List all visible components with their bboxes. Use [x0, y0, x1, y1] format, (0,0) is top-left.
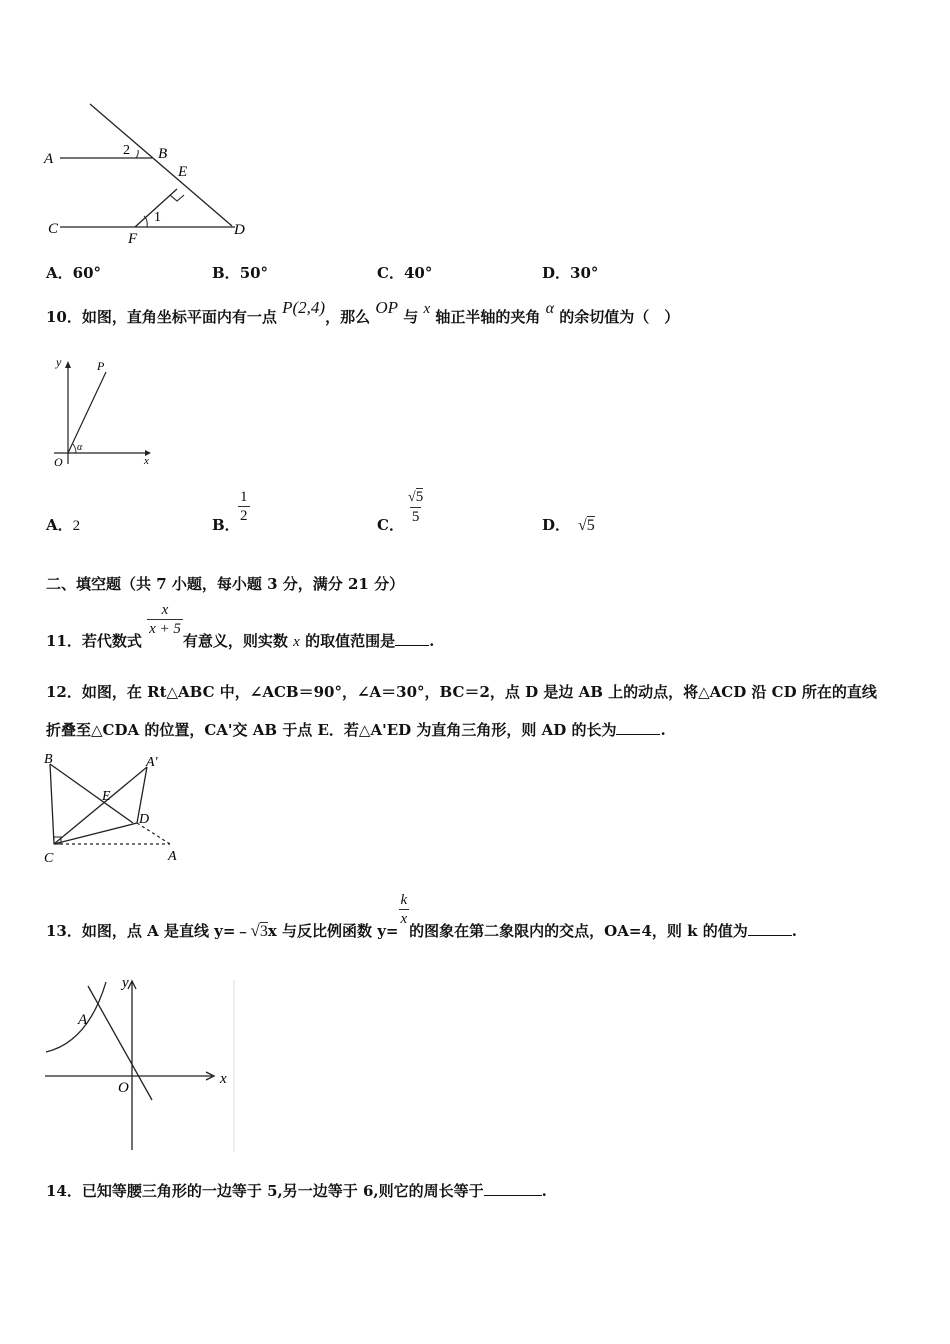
q11-end: . [429, 631, 435, 650]
q10-question [46, 298, 680, 329]
q9-option-d [542, 262, 598, 283]
q14-end: . [541, 1182, 547, 1200]
q10-option-c-num: √5 [408, 489, 424, 505]
q10-angle-arc [73, 444, 76, 453]
q13-fraction [399, 891, 410, 928]
q10-figure [44, 352, 164, 470]
q9-option-a-key: A． [46, 264, 73, 282]
q9-option-d-value: 30° [570, 264, 599, 282]
q12-answer-blank[interactable] [616, 720, 660, 735]
q12-line2 [46, 719, 666, 740]
q14-text: 14．已知等腰三角形的一边等于 5,另一边等于 6,则它的周长等于 [46, 1182, 484, 1200]
q9-label-angle1: 1 [154, 210, 161, 225]
q12-segment-bd [50, 764, 133, 823]
q13-figure [40, 972, 245, 1157]
q12-label-b: B [44, 752, 53, 767]
q11-text-b: 有意义，则实数 [182, 631, 288, 650]
q9-option-a [46, 262, 101, 283]
q10-option-c-key: C． [377, 516, 404, 534]
q12-label-c: C [44, 851, 54, 866]
q9-right-angle-mark [170, 195, 184, 201]
q10-segment: OP [375, 298, 399, 317]
q9-label-f: F [128, 231, 138, 245]
q12-label-e: E [102, 789, 111, 804]
q10-option-c-den: 5 [411, 509, 420, 525]
q13-label-o: O [118, 1080, 129, 1096]
q9-option-c [377, 262, 432, 283]
q11-frac-den: x + 5 [149, 621, 181, 637]
q11-number: 11． [46, 631, 82, 650]
q10-label-alpha: α [77, 442, 83, 453]
section-2-title: 二、填空题（共 7 小题，每小题 3 分，满分 21 分） [46, 575, 405, 593]
q10-option-d: D． √5 [542, 516, 595, 534]
q10-text-d: 轴正半轴的夹角 [435, 308, 541, 326]
q12-line2-text: 折叠至△CDA 的位置，CA'交 AB 于点 E．若△A'ED 为直角三角形，则 AD 的长为 [46, 721, 617, 739]
q13-root: 3 [259, 922, 268, 940]
q9-angle2-arc [136, 150, 138, 158]
q10-option-a [46, 514, 80, 535]
q10-option-d-key: D． [542, 516, 571, 534]
q14-question [46, 1180, 547, 1201]
q13-answer-blank[interactable] [748, 921, 792, 936]
q9-label-b: B [158, 146, 168, 162]
q13-frac-num: k [400, 892, 408, 908]
q9-option-c-value: 40° [403, 264, 433, 282]
q9-label-e: E [178, 164, 188, 180]
q10-option-b-num: 1 [240, 489, 248, 505]
q10-option-b-key: B． [212, 516, 240, 534]
q13-text-c: 的图象在第二象限内的交点，OA=4，则 k 的值为 [409, 921, 748, 940]
q10-option-b-den: 2 [240, 508, 248, 524]
q12-end: . [660, 721, 666, 739]
q12-line1: 12．如图，在 Rt△ABC 中，∠ACB＝90°，∠A＝30°，BC＝2，点 D 是边 AB 上的动点，将△ACD 沿 CD 所在的直线 [46, 683, 877, 701]
q11-frac-num: x [161, 602, 169, 618]
q10-option-c-num-root: 5 [415, 489, 424, 505]
q11-text-a: 若代数式 [81, 631, 142, 650]
q12-figure [40, 750, 190, 868]
q10-text-b: ，那么 [325, 308, 371, 326]
q13-label-y: y [122, 975, 129, 991]
q10-text-c: 与 [403, 308, 419, 326]
q10-label-o: O [54, 455, 63, 469]
q10-y-arrow [65, 361, 71, 368]
q13-hyperbola-curve [46, 982, 106, 1052]
q10-axis: x [423, 301, 431, 317]
q10-point: P(2,4) [282, 298, 326, 317]
q13-question: 13．如图，点 A 是直线 y=﹣√3x 与反比例函数 y= $\frac{k}{x}$ 的图象在第二象限内的交点，OA=4，则 k 的值为 . [46, 892, 797, 940]
q9-label-a: A [44, 151, 54, 167]
q10-segment-op [68, 372, 106, 453]
q13-text-a: 13．如图，点 A 是直线 y=﹣ [46, 921, 251, 940]
q9-label-angle2: 2 [123, 143, 130, 158]
q13-label-x: x [220, 1071, 227, 1087]
q12-segment-bc [50, 764, 54, 844]
q9-label-d: D [234, 222, 245, 238]
q10-angle: α [545, 300, 555, 317]
q9-option-d-key: D． [542, 264, 571, 282]
q11-fraction [147, 601, 183, 638]
q10-label-x: x [144, 455, 149, 467]
q14-answer-blank[interactable] [484, 1181, 542, 1196]
q11-var: x [293, 633, 300, 650]
q13-label-a: A [78, 1012, 88, 1028]
q10-option-d-root: 5 [586, 517, 595, 534]
q9-figure [40, 100, 260, 245]
q9-option-b-key: B． [212, 264, 240, 282]
q12-label-d: D [139, 812, 150, 827]
q9-option-b-value: 50° [239, 264, 269, 282]
q9-option-c-key: C． [377, 264, 404, 282]
q10-text-a: 如图，直角坐标平面内有一点 [81, 308, 277, 326]
q12-label-a: A [168, 849, 177, 864]
q13-frac-den: x [400, 911, 408, 927]
q13-text-b: x 与反比例函数 y= [267, 921, 399, 940]
q11-answer-blank[interactable] [395, 631, 429, 646]
q10-label-p: P [97, 359, 105, 373]
q9-transversal-line [90, 104, 232, 226]
q11-question [46, 597, 435, 650]
q11-text-c: 的取值范围是 [305, 631, 396, 650]
q10-number: 10． [46, 308, 82, 326]
q9-option-a-value: 60° [72, 264, 102, 282]
q10-option-a-key: A． [46, 516, 73, 534]
q9-label-c: C [48, 221, 59, 237]
q10-option-c-fraction [406, 488, 425, 526]
q10-option-a-value: 2 [72, 518, 81, 534]
q10-text-e: 的余切值为（ ） [559, 308, 680, 326]
q9-option-b [212, 262, 268, 283]
q13-end: . [791, 921, 797, 940]
q10-label-y: y [56, 355, 62, 369]
q10-option-b-fraction [238, 488, 250, 525]
q12-label-a-prime: A' [146, 755, 158, 770]
